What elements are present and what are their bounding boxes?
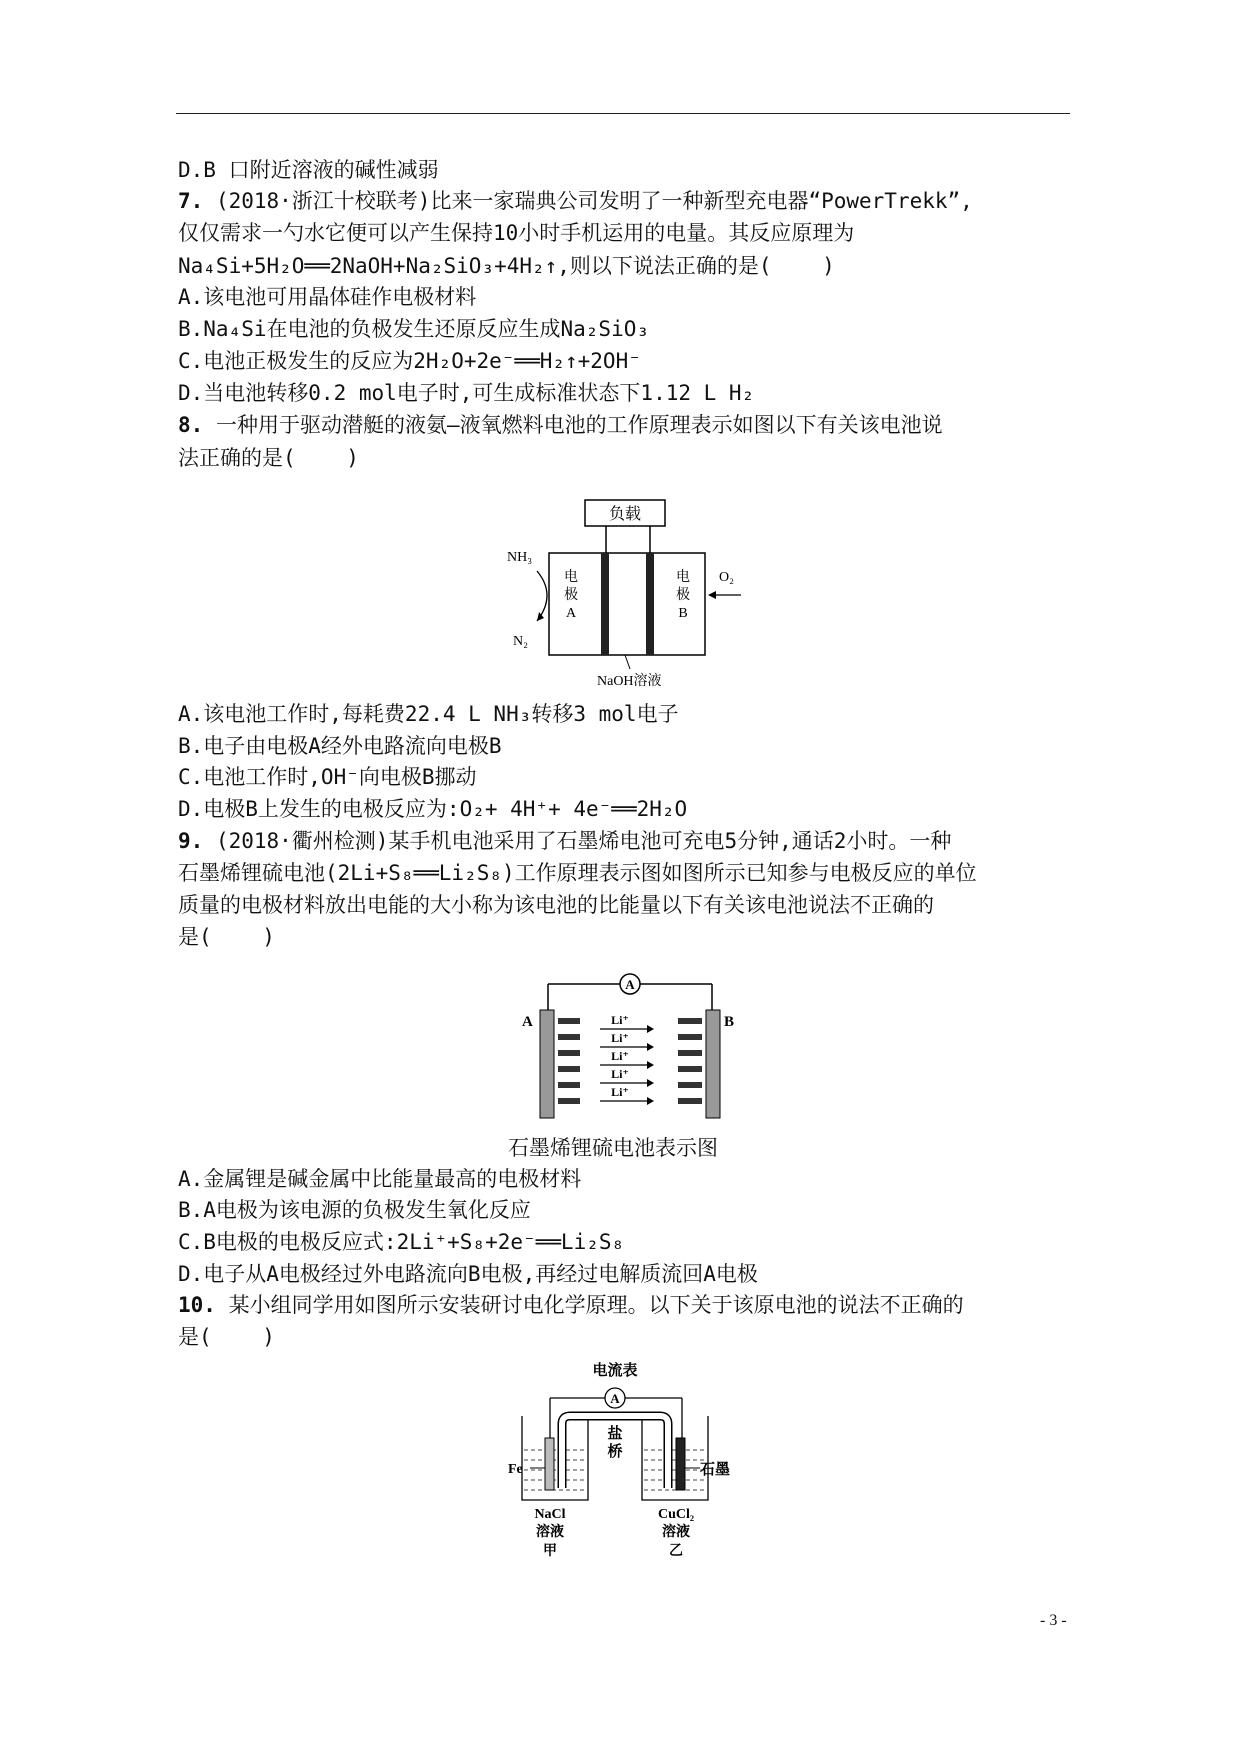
line-text: 某小组同学用如图所示安装研讨电化学原理。以下关于该原电池的说法不正确的 (215, 1293, 964, 1317)
text-line (178, 187, 973, 215)
line-text: B.电子由电极A经外电路流向电极B (178, 734, 502, 758)
line-text: D.电极B上发生的电极反应为:O₂+ 4H⁺+ 4e⁻══2H₂O (178, 797, 688, 821)
ammeter-title: 电流表 (592, 1363, 638, 1379)
salt-bridge-2: 桥 (607, 1444, 623, 1460)
graphite-label: 石墨 (700, 1462, 731, 1478)
text-line (178, 1228, 624, 1256)
ammeter-symbol: A (610, 1391, 620, 1406)
galvanic-cell-diagram (510, 1358, 740, 1563)
text-line (178, 252, 835, 280)
right-solute: CuCl₂ (657, 1507, 695, 1522)
electrode-b-2: 极 (676, 588, 690, 603)
question-number: 7. (178, 189, 204, 213)
line-text: D.电子从A电极经过外电路流向B电极,再经过电解质流回A电极 (178, 1262, 758, 1286)
line-text: C.电池工作时,OH⁻向电极B挪动 (178, 765, 477, 789)
line-text: D.当电池转移0.2 mol电子时,可生成标准状态下1.12 L H₂ (178, 381, 755, 405)
line-text: A.该电池工作时,每耗费22.4 L NH₃转移3 mol电子 (178, 702, 679, 726)
text-line (178, 156, 439, 184)
text-line (178, 1291, 964, 1319)
text-line (178, 1196, 531, 1224)
salt-bridge-1: 盐 (607, 1426, 623, 1442)
question-number: 8. (178, 413, 204, 437)
text-line (178, 859, 977, 887)
line-text: 法正确的是( ) (178, 446, 359, 470)
fuel-cell-diagram (505, 495, 745, 690)
electrode-a-label: A (522, 1014, 533, 1030)
electrode-a-1: 电 (564, 570, 578, 585)
left-beaker-name: 甲 (543, 1544, 557, 1559)
text-line (178, 379, 754, 407)
electrode-b-3: B (678, 606, 688, 621)
text-line (178, 347, 641, 375)
line-text: D.B 口附近溶液的碱性减弱 (178, 158, 439, 182)
line-text: (2018·浙江十校联考)比来一家瑞典公司发明了一种新型充电器“PowerTrekk”, (203, 189, 973, 213)
line-text: 石墨烯锂硫电池(2Li+S₈══Li₂S₈)工作原理表示图如图所示已知参与电极反应的单位 (178, 861, 977, 885)
nh3-label: NH₃ (507, 550, 533, 565)
text-line (178, 795, 687, 823)
text-line (178, 315, 649, 343)
electrode-a-3: A (565, 606, 577, 621)
right-beaker-name: 乙 (669, 1544, 683, 1559)
text-line (178, 700, 679, 728)
question-number: 10. (178, 1293, 216, 1317)
line-text: 是( ) (178, 1325, 275, 1349)
li-ion-arrowhead (647, 1061, 654, 1069)
page-number: - 3 - (1040, 1612, 1067, 1629)
li-ion-label: Li⁺ (611, 1031, 629, 1045)
electrode-b-1: 电 (676, 570, 690, 585)
text-line (178, 1260, 758, 1288)
right-solution: 溶液 (662, 1525, 690, 1540)
n2-label: N₂ (513, 634, 528, 649)
line-text: C.电池正极发生的反应为2H₂O+2e⁻══H₂↑+2OH⁻ (178, 349, 641, 373)
left-solute: NaCl (534, 1507, 566, 1522)
text-line (178, 891, 934, 919)
text-line (178, 283, 476, 311)
text-line (178, 1323, 275, 1351)
ammeter-label: A (625, 977, 635, 992)
naoh-label: NaOH溶液 (597, 674, 662, 689)
line-text: 仅仅需求一勺水它便可以产生保持10小时手机运用的电量。其反应原理为 (178, 221, 855, 245)
line-text: A.该电池可用晶体硅作电极材料 (178, 285, 477, 309)
text-line (178, 444, 359, 472)
li-ion-label: Li⁺ (611, 1085, 629, 1099)
electrode-b-label: B (724, 1014, 735, 1030)
fe-label: Fe (508, 1462, 523, 1477)
li-s-battery-diagram (520, 974, 740, 1124)
li-ion-label: Li⁺ (611, 1013, 629, 1027)
text-line (178, 763, 477, 791)
line-text: C.B电极的电极反应式:2Li⁺+S₈+2e⁻══Li₂S₈ (178, 1230, 625, 1254)
line-text: B.A电极为该电源的负极发生氧化反应 (178, 1198, 531, 1222)
text-line (178, 1165, 581, 1193)
left-solution: 溶液 (536, 1525, 564, 1540)
li-ion-arrowhead (647, 1043, 654, 1051)
load-label: 负载 (608, 506, 642, 523)
line-text: 质量的电极材料放出电能的大小称为该电池的比能量以下有关该电池说法不正确的 (178, 893, 934, 917)
li-ion-arrowhead (647, 1079, 654, 1087)
electrode-a-2: 极 (564, 588, 578, 603)
line-text: Na₄Si+5H₂O══2NaOH+Na₂SiO₃+4H₂↑,则以下说法正确的是( ) (178, 254, 835, 278)
line-text: B.Na₄Si在电池的负极发生还原反应生成Na₂SiO₃ (178, 317, 650, 341)
text-line (178, 411, 943, 439)
text-line (178, 219, 854, 247)
line-text: 是( ) (178, 925, 275, 949)
header-rule (176, 113, 1070, 114)
li-ion-label: Li⁺ (611, 1067, 629, 1081)
text-line (178, 827, 951, 855)
li-ion-arrowhead (647, 1025, 654, 1033)
text-line (178, 732, 502, 760)
figure-caption: 石墨烯锂硫电池表示图 (508, 1136, 718, 1160)
li-ion-label: Li⁺ (611, 1049, 629, 1063)
text-line (178, 923, 275, 951)
o2-label: O₂ (719, 570, 734, 585)
question-number: 9. (178, 829, 204, 853)
line-text: A.金属锂是碱金属中比能量最高的电极材料 (178, 1167, 582, 1191)
line-text: (2018·衢州检测)某手机电池采用了石墨烯电池可充电5分钟,通话2小时。一种 (203, 829, 952, 853)
li-ion-arrowhead (647, 1097, 654, 1105)
line-text: 一种用于驱动潜艇的液氨—液氧燃料电池的工作原理表示如图以下有关该电池说 (203, 413, 943, 437)
